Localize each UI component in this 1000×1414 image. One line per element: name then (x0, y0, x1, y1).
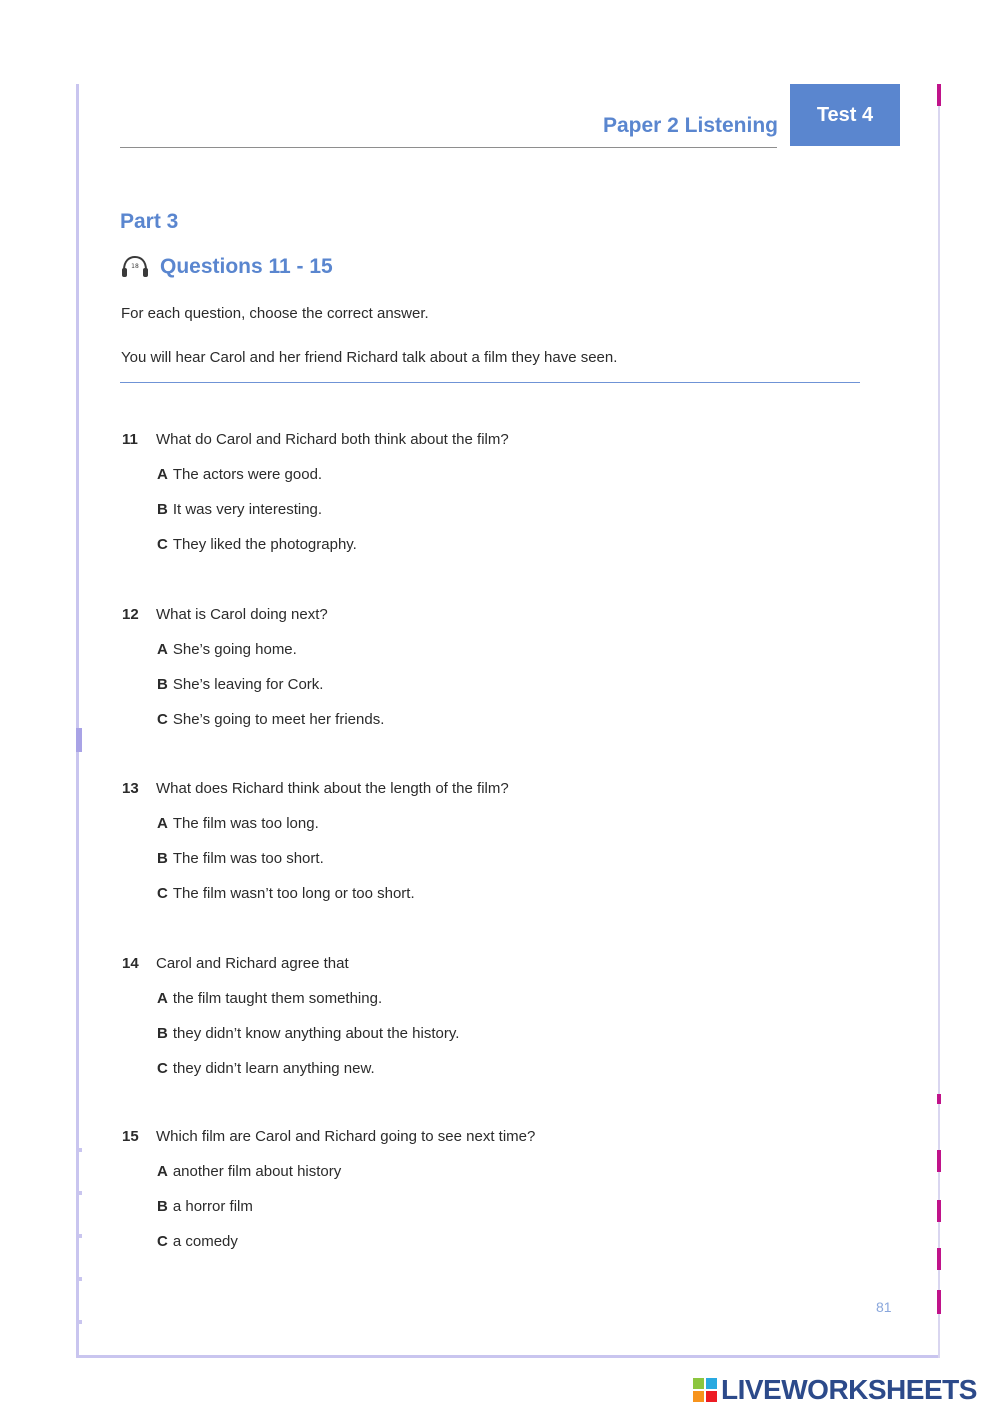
question-number: 14 (122, 954, 139, 972)
question-block (122, 604, 384, 729)
answer-option[interactable] (157, 1161, 535, 1181)
option-letter: B (157, 1024, 168, 1042)
option-text: the film taught them something. (172, 989, 383, 1007)
option-text: they didn’t know anything about the history. (172, 1024, 460, 1042)
answer-option[interactable] (157, 464, 509, 484)
option-letter: A (157, 989, 168, 1007)
option-letter: B (157, 849, 168, 867)
page-left-tick (76, 1191, 82, 1195)
question-block (122, 1126, 535, 1251)
page-left-tick (76, 1148, 82, 1152)
option-text: She’s leaving for Cork. (172, 675, 324, 693)
option-text: The film was too short. (172, 849, 324, 867)
option-text: They liked the photography. (172, 535, 357, 553)
page-edge-marker (937, 1094, 941, 1104)
page-number: 81 (876, 1299, 892, 1315)
option-letter: B (157, 500, 168, 518)
option-text: It was very interesting. (172, 500, 323, 518)
answer-option[interactable] (157, 709, 384, 729)
header-divider (120, 147, 777, 148)
option-letter: A (157, 1162, 168, 1180)
instruction-text: For each question, choose the correct answer. (121, 305, 429, 322)
page-edge-marker (937, 1150, 941, 1172)
page-edge-marker (937, 1248, 941, 1270)
question-text: What does Richard think about the length of the film? (156, 779, 509, 797)
answer-option[interactable] (157, 1231, 535, 1251)
answer-option[interactable] (157, 848, 509, 868)
option-letter: A (157, 814, 168, 832)
liveworksheets-logo-icon (693, 1378, 717, 1402)
liveworksheets-brand[interactable] (693, 1374, 977, 1406)
option-letter: C (157, 1059, 168, 1077)
headphones-icon[interactable] (120, 254, 150, 280)
question-number: 13 (122, 779, 139, 797)
answer-option[interactable] (157, 988, 459, 1008)
option-text: they didn’t learn anything new. (172, 1059, 375, 1077)
answer-option[interactable] (157, 883, 509, 903)
answer-option[interactable] (157, 1196, 535, 1216)
page-left-tab (76, 728, 82, 752)
page-edge-marker (937, 1290, 941, 1314)
part-title: Part 3 (120, 210, 179, 233)
option-letter: B (157, 675, 168, 693)
answer-option[interactable] (157, 813, 509, 833)
paper-label: Paper 2 Listening (602, 114, 778, 137)
option-letter: C (157, 884, 168, 902)
option-text: She’s going home. (172, 640, 297, 658)
option-text: a horror film (172, 1197, 253, 1215)
questions-title: Questions 11 - 15 (160, 255, 333, 278)
option-letter: A (157, 465, 168, 483)
option-text: a comedy (172, 1232, 238, 1250)
instruction-divider (120, 382, 860, 383)
question-text: Carol and Richard agree that (156, 954, 349, 972)
question-block (122, 429, 509, 554)
answer-option[interactable] (157, 534, 509, 554)
answer-option[interactable] (157, 499, 509, 519)
option-letter: C (157, 535, 168, 553)
question-number: 12 (122, 605, 139, 623)
answer-option[interactable] (157, 674, 384, 694)
page-left-tick (76, 1234, 82, 1238)
answer-option[interactable] (157, 1023, 459, 1043)
question-number: 11 (122, 430, 138, 448)
answer-option[interactable] (157, 1058, 459, 1078)
questions-heading (120, 254, 333, 280)
option-text: The actors were good. (172, 465, 323, 483)
option-letter: B (157, 1197, 168, 1215)
option-text: She’s going to meet her friends. (172, 710, 385, 728)
option-letter: A (157, 640, 168, 658)
option-text: The film wasn’t too long or too short. (172, 884, 415, 902)
page-edge-marker (937, 84, 941, 106)
question-text: Which film are Carol and Richard going to see next time? (156, 1127, 536, 1145)
option-text: The film was too long. (172, 814, 319, 832)
question-block (122, 778, 509, 903)
question-text: What is Carol doing next? (156, 605, 328, 623)
option-letter: C (157, 710, 168, 728)
option-text: another film about history (172, 1162, 342, 1180)
page-left-tick (76, 1320, 82, 1324)
page-edge-marker (937, 1200, 941, 1222)
track-number: 18 (131, 263, 139, 270)
question-number: 15 (122, 1127, 139, 1145)
brand-text: LIVEWORKSHEETS (721, 1374, 977, 1405)
page-left-tick (76, 1277, 82, 1281)
test-label: Test 4 (790, 84, 900, 146)
answer-option[interactable] (157, 639, 384, 659)
option-letter: C (157, 1232, 168, 1250)
question-text: What do Carol and Richard both think about the film? (156, 430, 509, 448)
question-block (122, 953, 459, 1078)
context-text: You will hear Carol and her friend Richard talk about a film they have seen. (121, 349, 618, 366)
